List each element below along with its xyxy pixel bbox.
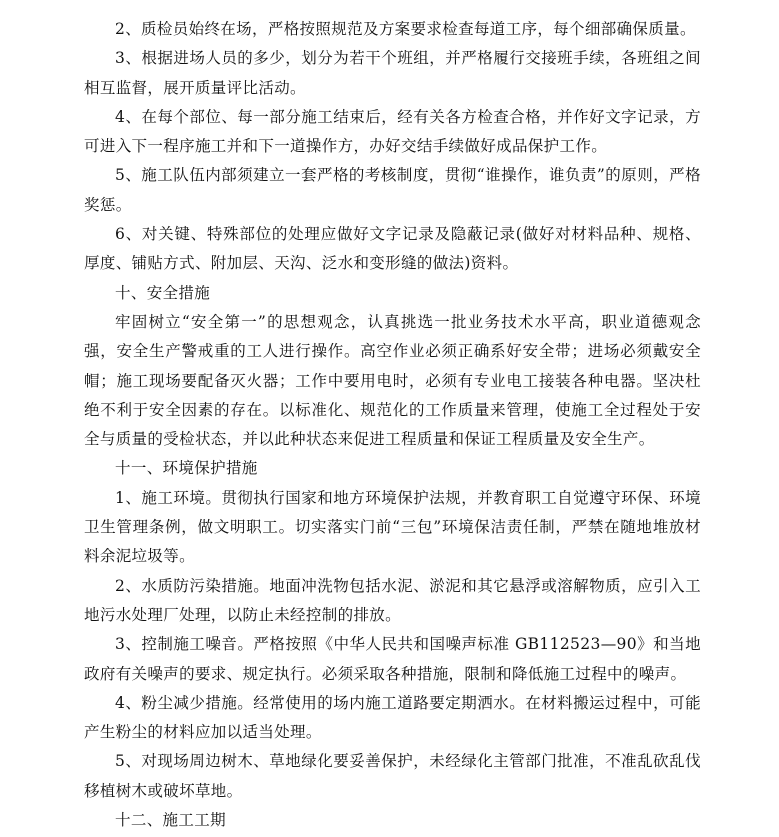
section-heading-schedule: 十二、施工工期 [115, 811, 226, 830]
paragraph-safety-measures: 牢固树立“安全第一”的思想观念，认真挑选一批业务技术水平高，职业道德观念强，安全生产警戒重的工人进行操作。高空作业必须正确系好安全带；进场必须戴安全帽；施工现场要配备灭火器；工作中要用电时，必须有专业电工接装各种电器。坚决杜绝不利于安全因素的存在。以标准化、规范化的工作质量来管理，使施工全过程处于安全与质量的受检状态，并以此种状态来促进工程质量和保证工程质量及安全生产。 [84, 312, 701, 449]
section-heading-environment: 十一、环境保护措施 [115, 459, 258, 478]
paragraph-construction-environment: 1、施工环境。贯彻执行国家和地方环境保护法规，并教育职工自觉遵守环保、环境卫生管理条例，做文明职工。切实落实门前“三包”环境保洁责任制，严禁在随地堆放材料余泥垃圾等。 [84, 488, 701, 566]
paragraph-quality-inspector: 2、质检员始终在场，严格按照规范及方案要求检查每道工序，每个细部确保质量。 [115, 20, 696, 38]
paragraph-greenery-protection: 5、对现场周边树木、草地绿化要妥善保护，未经绿化主管部门批准，不准乱砍乱伐移植树木或破坏草地。 [84, 752, 701, 800]
paragraph-dust-reduction: 4、粉尘减少措施。经常使用的场内施工道路要定期洒水。在材料搬运过程中，可能产生粉尘的材料应加以适当处理。 [84, 693, 701, 742]
paragraph-key-records: 6、对关键、特殊部位的处理应做好文字记录及隐蔽记录(做好对材料品种、规格、厚度、铺贴方式、附加层、天沟、泛水和变形缝的做法)资料。 [84, 225, 701, 273]
section-heading-safety: 十、安全措施 [115, 283, 211, 302]
paragraph-water-pollution: 2、水质防污染措施。地面冲洗物包括水泥、淤泥和其它悬浮或溶解物质，应引入工地污水处理厂处理，以防止未经控制的排放。 [84, 576, 701, 624]
paragraph-assessment-system: 5、施工队伍内部须建立一套严格的考核制度，贯彻“谁操作，谁负责”的原则，严格奖惩。 [84, 166, 701, 214]
paragraph-team-division: 3、根据进场人员的多少，划分为若干个班组，并严格履行交接班手续，各班组之间相互监督，展开质量评比活动。 [84, 49, 701, 97]
document-page [84, 15, 701, 835]
paragraph-noise-control: 3、控制施工噪音。严格按照《中华人民共和国噪声标准 GB112523—90》和当地政府有关噪声的要求、规定执行。必须采取各种措施，限制和降低施工过程中的噪声。 [84, 635, 701, 683]
paragraph-inspection-handover: 4、在每个部位、每一部分施工结束后，经有关各方检查合格，并作好文字记录，方可进入下一程序施工并和下一道操作方，办好交结手续做好成品保护工作。 [84, 107, 701, 156]
